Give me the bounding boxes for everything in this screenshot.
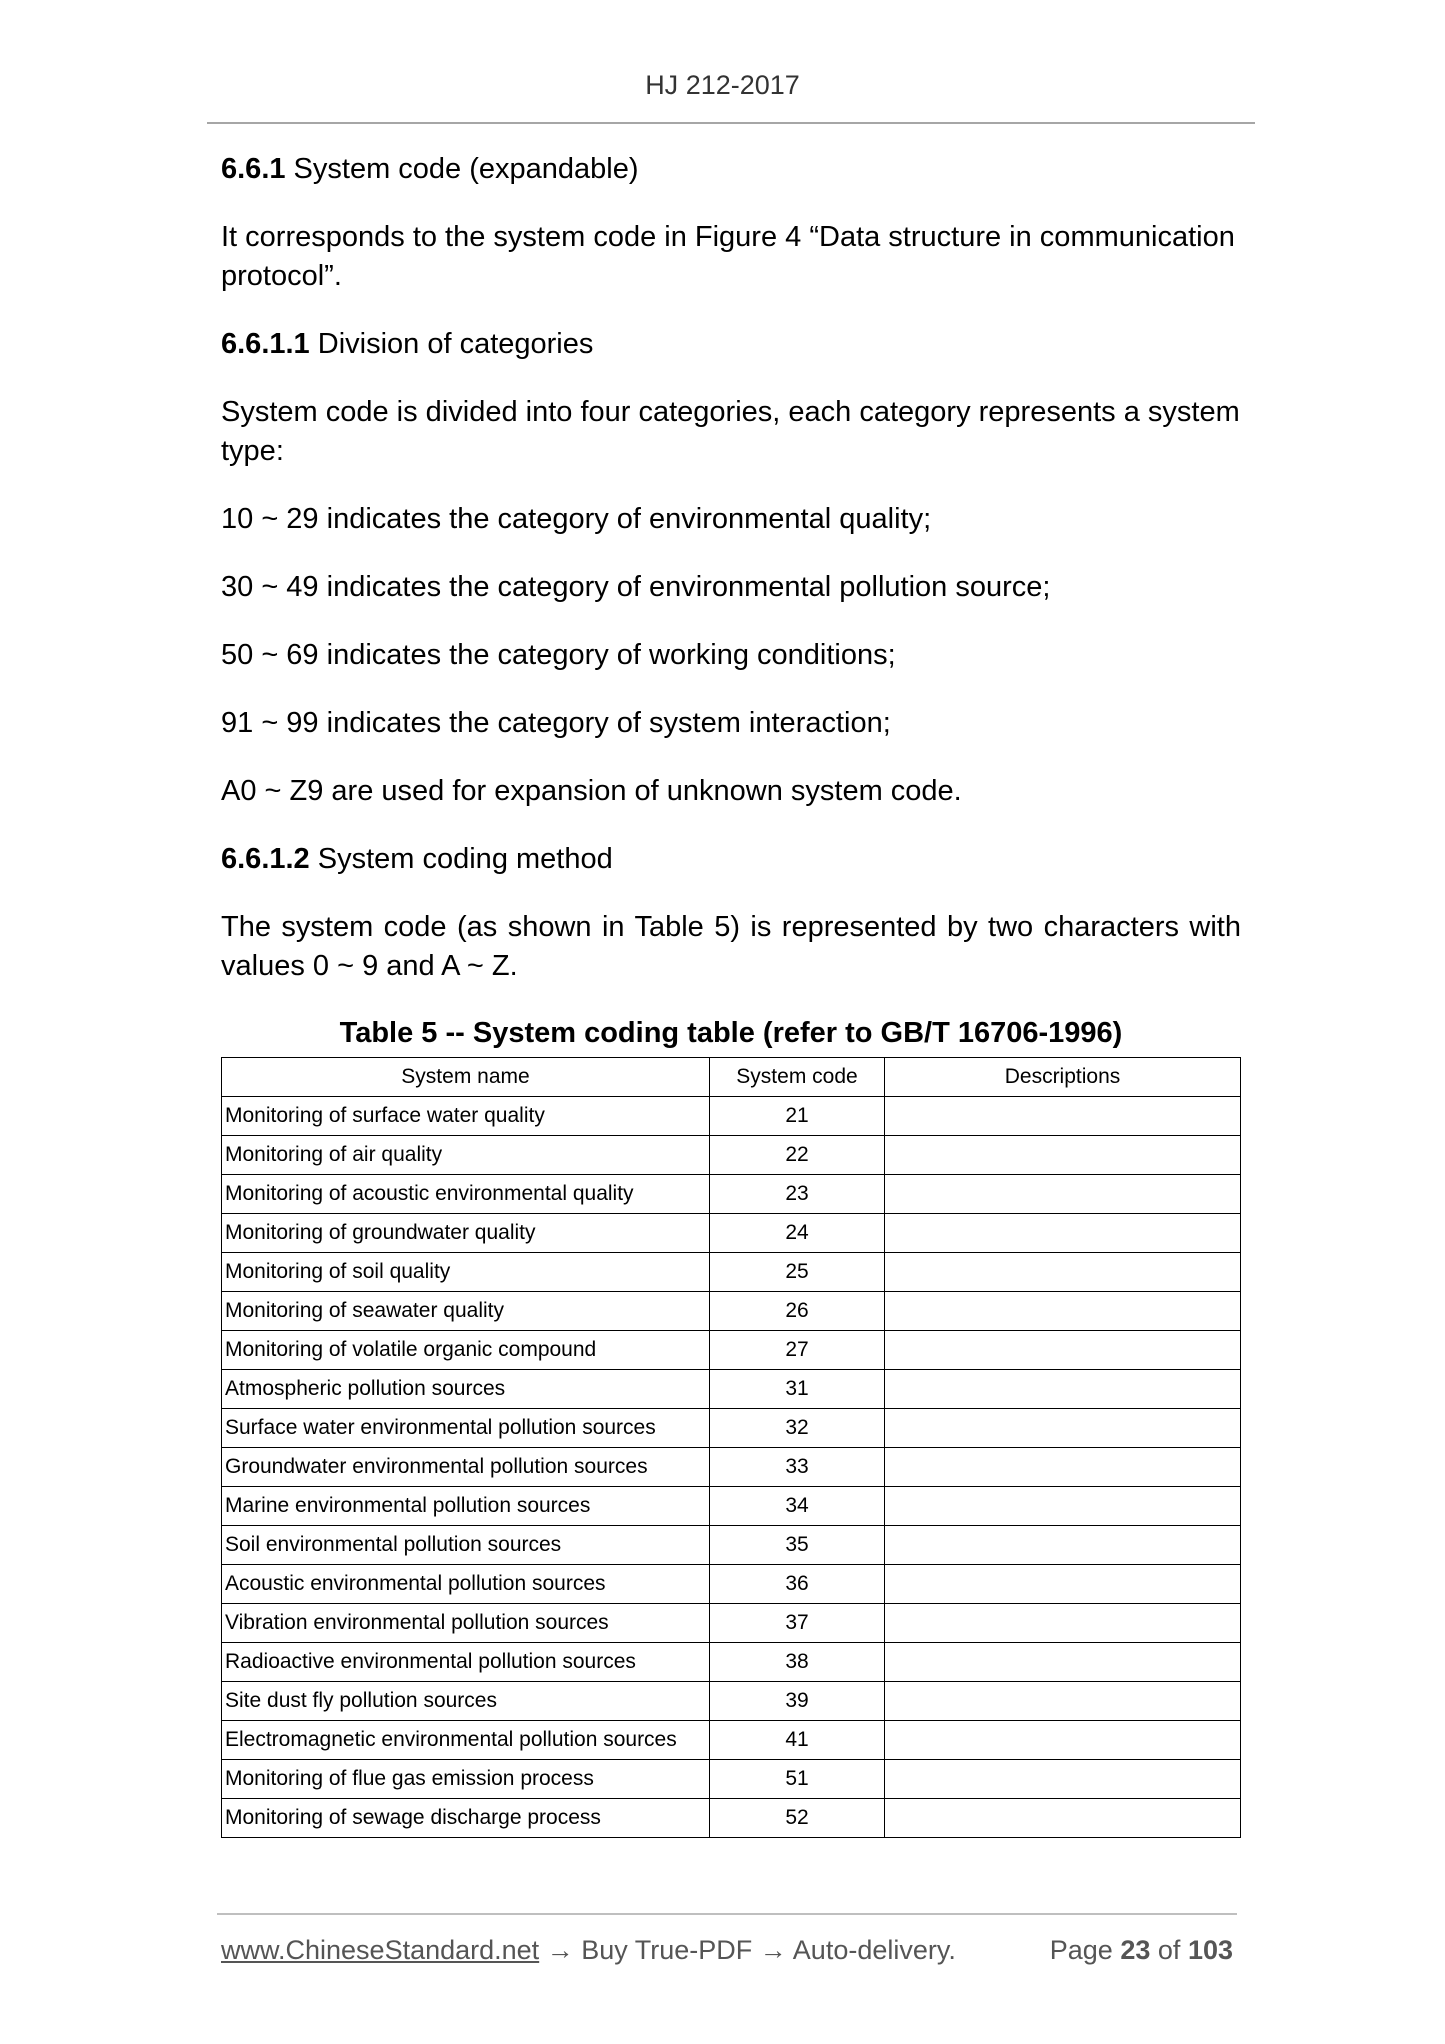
cell-description	[885, 1643, 1241, 1682]
cell-system-code: 38	[710, 1643, 885, 1682]
cell-system-code: 27	[710, 1331, 885, 1370]
cell-system-name: Radioactive environmental pollution sources	[222, 1643, 710, 1682]
table-caption: Table 5 -- System coding table (refer to GB/T 16706-1996)	[339, 1017, 1123, 1049]
paragraph-text: 10 ~ 29 indicates the category of environmental quality;	[221, 503, 932, 535]
paragraph	[221, 393, 1241, 471]
cell-system-code: 24	[710, 1214, 885, 1253]
cell-system-name: Monitoring of volatile organic compound	[222, 1331, 710, 1370]
paragraph-text: 50 ~ 69 indicates the category of working conditions;	[221, 639, 896, 671]
page-footer	[221, 1935, 1233, 1966]
cell-system-name: Soil environmental pollution sources	[222, 1526, 710, 1565]
cell-system-code: 26	[710, 1292, 885, 1331]
table-row	[222, 1370, 1241, 1409]
page-number: 23	[1120, 1935, 1151, 1965]
header-divider	[207, 122, 1255, 124]
cell-system-name: Monitoring of air quality	[222, 1136, 710, 1175]
cell-system-code: 37	[710, 1604, 885, 1643]
cell-system-name: Monitoring of soil quality	[222, 1253, 710, 1292]
cell-system-code: 41	[710, 1721, 885, 1760]
section-number: 6.6.1.2	[221, 843, 310, 875]
table-row	[222, 1799, 1241, 1838]
cell-system-name: Monitoring of flue gas emission process	[222, 1760, 710, 1799]
cell-description	[885, 1448, 1241, 1487]
system-coding-table	[221, 1057, 1241, 1838]
table-row	[222, 1487, 1241, 1526]
paragraph-text: A0 ~ Z9 are used for expansion of unknown system code.	[221, 775, 962, 807]
cell-description	[885, 1799, 1241, 1838]
cell-description	[885, 1409, 1241, 1448]
table-row	[222, 1448, 1241, 1487]
page-total: 103	[1187, 1935, 1233, 1965]
cell-description	[885, 1565, 1241, 1604]
category-line	[221, 500, 1241, 539]
table-row	[222, 1136, 1241, 1175]
table-row	[222, 1331, 1241, 1370]
of-label: of	[1157, 1935, 1181, 1965]
page-label: Page	[1049, 1935, 1113, 1965]
section-title: System coding method	[309, 843, 613, 875]
cell-system-code: 31	[710, 1370, 885, 1409]
cell-system-name: Site dust fly pollution sources	[222, 1682, 710, 1721]
section-title: Division of categories	[309, 328, 594, 360]
table-row	[222, 1175, 1241, 1214]
cell-system-code: 36	[710, 1565, 885, 1604]
section-number: 6.6.1.1	[221, 328, 310, 360]
cell-description	[885, 1604, 1241, 1643]
footer-divider	[217, 1913, 1237, 1915]
cell-description	[885, 1331, 1241, 1370]
cell-description	[885, 1526, 1241, 1565]
cell-description	[885, 1487, 1241, 1526]
cell-system-code: 21	[710, 1097, 885, 1136]
table-row	[222, 1643, 1241, 1682]
column-header-descriptions: Descriptions	[885, 1058, 1241, 1097]
paragraph-text: 30 ~ 49 indicates the category of environmental pollution source;	[221, 571, 1051, 603]
cell-system-code: 25	[710, 1253, 885, 1292]
cell-system-code: 39	[710, 1682, 885, 1721]
cell-description	[885, 1292, 1241, 1331]
cell-system-code: 51	[710, 1760, 885, 1799]
table-row	[222, 1214, 1241, 1253]
category-line	[221, 704, 1241, 743]
cell-description	[885, 1370, 1241, 1409]
arrow-icon: →	[759, 1935, 787, 1965]
column-header-system-code: System code	[710, 1058, 885, 1097]
cell-description	[885, 1682, 1241, 1721]
cell-system-code: 23	[710, 1175, 885, 1214]
table-row	[222, 1409, 1241, 1448]
cell-system-name: Monitoring of sewage discharge process	[222, 1799, 710, 1838]
section-heading-6-6-1-1	[221, 325, 1241, 364]
cell-system-code: 52	[710, 1799, 885, 1838]
cell-description	[885, 1214, 1241, 1253]
paragraph	[221, 908, 1241, 986]
table-header-row	[222, 1058, 1241, 1097]
paragraph-text: It corresponds to the system code in Figure 4 “Data structure in communication protocol”.	[221, 221, 1235, 292]
cell-system-name: Vibration environmental pollution sources	[222, 1604, 710, 1643]
cell-system-code: 34	[710, 1487, 885, 1526]
cell-system-name: Atmospheric pollution sources	[222, 1370, 710, 1409]
table-row	[222, 1253, 1241, 1292]
paragraph-text: The system code (as shown in Table 5) is represented by two characters with values 0 ~ 9 and A ~ Z.	[221, 911, 1241, 982]
cell-system-code: 22	[710, 1136, 885, 1175]
table-row	[222, 1565, 1241, 1604]
category-line	[221, 636, 1241, 675]
category-line	[221, 772, 1241, 811]
paragraph-text: System code is divided into four categories, each category represents a system type:	[221, 396, 1240, 467]
cell-system-name: Monitoring of acoustic environmental quality	[222, 1175, 710, 1214]
section-number: 6.6.1	[221, 153, 286, 185]
cell-system-code: 33	[710, 1448, 885, 1487]
table-row	[222, 1292, 1241, 1331]
buy-text: Buy True-PDF	[581, 1935, 753, 1965]
cell-description	[885, 1136, 1241, 1175]
page-indicator	[1050, 1935, 1233, 1966]
cell-system-name: Groundwater environmental pollution sources	[222, 1448, 710, 1487]
column-header-system-name: System name	[222, 1058, 710, 1097]
table-row	[222, 1097, 1241, 1136]
cell-description	[885, 1097, 1241, 1136]
cell-description	[885, 1175, 1241, 1214]
cell-system-name: Electromagnetic environmental pollution sources	[222, 1721, 710, 1760]
table-row	[222, 1682, 1241, 1721]
table-row	[222, 1526, 1241, 1565]
table-body	[222, 1097, 1241, 1838]
section-heading-6-6-1-2	[221, 840, 1241, 879]
cell-description	[885, 1760, 1241, 1799]
paragraph	[221, 218, 1241, 296]
cell-system-name: Monitoring of seawater quality	[222, 1292, 710, 1331]
website-link[interactable]: www.ChineseStandard.net	[221, 1935, 540, 1965]
cell-system-code: 32	[710, 1409, 885, 1448]
table-row	[222, 1721, 1241, 1760]
paragraph-text: 91 ~ 99 indicates the category of system interaction;	[221, 707, 891, 739]
page-header-title: HJ 212-2017	[645, 70, 800, 100]
cell-system-name: Acoustic environmental pollution sources	[222, 1565, 710, 1604]
delivery-text: Auto-delivery.	[792, 1935, 956, 1965]
table-row	[222, 1604, 1241, 1643]
section-heading-6-6-1	[221, 150, 1241, 189]
cell-system-name: Marine environmental pollution sources	[222, 1487, 710, 1526]
cell-system-name: Monitoring of surface water quality	[222, 1097, 710, 1136]
document-body	[221, 150, 1241, 1015]
section-title: System code (expandable)	[285, 153, 639, 185]
cell-description	[885, 1253, 1241, 1292]
cell-description	[885, 1721, 1241, 1760]
category-line	[221, 568, 1241, 607]
cell-system-name: Monitoring of groundwater quality	[222, 1214, 710, 1253]
cell-system-code: 35	[710, 1526, 885, 1565]
table-row	[222, 1760, 1241, 1799]
arrow-icon: →	[546, 1935, 574, 1965]
cell-system-name: Surface water environmental pollution sources	[222, 1409, 710, 1448]
